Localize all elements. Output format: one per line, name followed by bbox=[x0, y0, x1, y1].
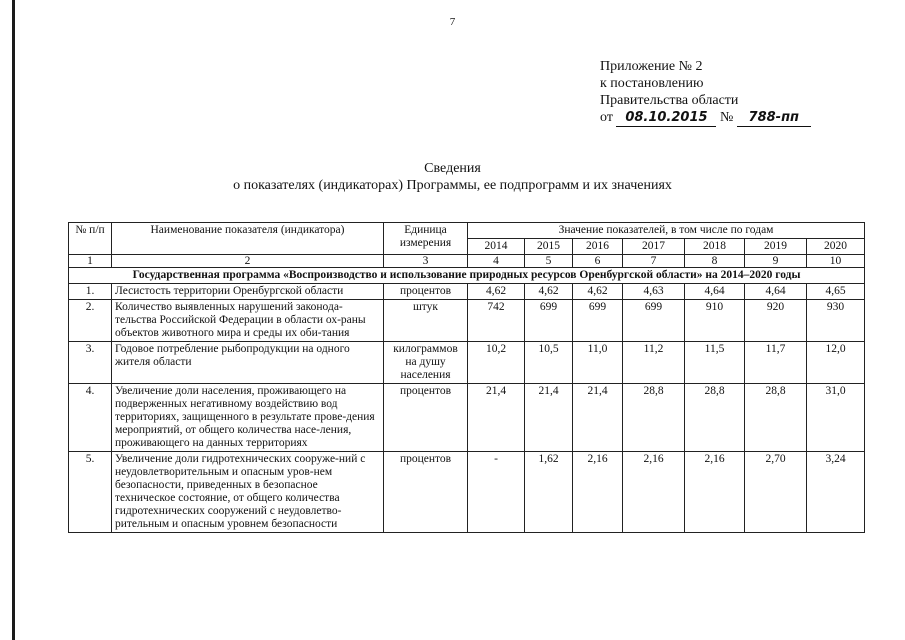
row-value: 31,0 bbox=[807, 384, 865, 452]
row-value: 11,0 bbox=[573, 342, 623, 384]
header-year: 2019 bbox=[745, 239, 807, 255]
row-value: 920 bbox=[745, 300, 807, 342]
row-value: 10,5 bbox=[525, 342, 573, 384]
column-number: 2 bbox=[112, 255, 384, 268]
column-number: 7 bbox=[623, 255, 685, 268]
row-value: 699 bbox=[573, 300, 623, 342]
row-value: 1,62 bbox=[525, 452, 573, 533]
row-num: 4. bbox=[69, 384, 112, 452]
column-number: 9 bbox=[745, 255, 807, 268]
row-value: 21,4 bbox=[525, 384, 573, 452]
header-values-group: Значение показателей, в том числе по годам bbox=[468, 223, 865, 239]
row-unit: процентов bbox=[384, 384, 468, 452]
appendix-date-line bbox=[600, 109, 811, 127]
column-number: 5 bbox=[525, 255, 573, 268]
title-line-1: Сведения bbox=[424, 161, 481, 176]
table-row bbox=[69, 300, 865, 342]
row-value: 4,62 bbox=[573, 284, 623, 300]
column-number: 8 bbox=[685, 255, 745, 268]
row-value: 930 bbox=[807, 300, 865, 342]
row-value: 10,2 bbox=[468, 342, 525, 384]
header-unit: Единица измерения bbox=[384, 223, 468, 255]
header-year: 2020 bbox=[807, 239, 865, 255]
column-number: 10 bbox=[807, 255, 865, 268]
header-num: № п/п bbox=[69, 223, 112, 255]
header-year: 2017 bbox=[623, 239, 685, 255]
row-value: 12,0 bbox=[807, 342, 865, 384]
row-value: 11,2 bbox=[623, 342, 685, 384]
row-value: 4,64 bbox=[685, 284, 745, 300]
header-year: 2015 bbox=[525, 239, 573, 255]
table-row bbox=[69, 284, 865, 300]
appendix-line-1: Приложение № 2 bbox=[600, 59, 703, 74]
table-row bbox=[69, 384, 865, 452]
row-value: 2,16 bbox=[623, 452, 685, 533]
column-number: 6 bbox=[573, 255, 623, 268]
row-value: 28,8 bbox=[623, 384, 685, 452]
row-value: 4,63 bbox=[623, 284, 685, 300]
row-num: 3. bbox=[69, 342, 112, 384]
appendix-line-3: Правительства области bbox=[600, 93, 739, 108]
header-year: 2014 bbox=[468, 239, 525, 255]
row-value: 4,62 bbox=[468, 284, 525, 300]
column-number-row bbox=[69, 255, 865, 268]
row-num: 5. bbox=[69, 452, 112, 533]
appendix-line-2: к постановлению bbox=[600, 76, 704, 91]
row-value: 4,62 bbox=[525, 284, 573, 300]
row-value: 699 bbox=[623, 300, 685, 342]
row-value: 28,8 bbox=[745, 384, 807, 452]
row-name: Лесистость территории Оренбургской области bbox=[112, 284, 384, 300]
row-name: Увеличение доли гидротехнических сооруже-ний с неудовлетворительным и опасным уров-нем безопасности, приведенных в безопасное техническое состояние, от общего количества гидротехнических сооружений с неудовлетво-рительным и опасным уровнем безопасности bbox=[112, 452, 384, 533]
row-name: Увеличение доли населения, проживающего на подверженных негативному воздействию вод территориях, защищенного в результате прове-дения мероприятий, от общего количества насе-ления, проживающего на данных территориях bbox=[112, 384, 384, 452]
row-value: 4,64 bbox=[745, 284, 807, 300]
row-value: 2,16 bbox=[573, 452, 623, 533]
appendix-block bbox=[600, 58, 811, 127]
row-value: 2,16 bbox=[685, 452, 745, 533]
binding-edge-line bbox=[12, 0, 15, 640]
row-value: 3,24 bbox=[807, 452, 865, 533]
column-number: 1 bbox=[69, 255, 112, 268]
section-row bbox=[69, 268, 865, 284]
indicators-table bbox=[68, 222, 865, 533]
page-number: 7 bbox=[449, 16, 456, 28]
section-title: Государственная программа «Воспроизводство и использование природных ресурсов Оренбургской области» на 2014–2020 годы bbox=[69, 268, 865, 284]
row-value: 11,7 bbox=[745, 342, 807, 384]
row-num: 2. bbox=[69, 300, 112, 342]
header-year: 2018 bbox=[685, 239, 745, 255]
row-value: 4,65 bbox=[807, 284, 865, 300]
row-name: Годовое потребление рыбопродукции на одного жителя области bbox=[112, 342, 384, 384]
date-prefix: от bbox=[600, 110, 613, 125]
number-sign: № bbox=[719, 110, 734, 125]
title-line-2: о показателях (индикаторах) Программы, ее подпрограмм и их значениях bbox=[233, 178, 672, 193]
row-unit: килограммов на душу населения bbox=[384, 342, 468, 384]
row-name: Количество выявленных нарушений законода-тельства Российской Федерации в области ох-раны объектов животного мира и среды их оби-тания bbox=[112, 300, 384, 342]
row-unit: штук bbox=[384, 300, 468, 342]
row-value: 11,5 bbox=[685, 342, 745, 384]
header-name: Наименование показателя (индикатора) bbox=[112, 223, 384, 255]
row-value: 21,4 bbox=[573, 384, 623, 452]
row-unit: процентов bbox=[384, 452, 468, 533]
table-row bbox=[69, 342, 865, 384]
document-title bbox=[0, 160, 905, 194]
header-year: 2016 bbox=[573, 239, 623, 255]
header-row-1 bbox=[69, 223, 865, 239]
row-value: 699 bbox=[525, 300, 573, 342]
column-number: 3 bbox=[384, 255, 468, 268]
row-value: 2,70 bbox=[745, 452, 807, 533]
column-number: 4 bbox=[468, 255, 525, 268]
row-value: 742 bbox=[468, 300, 525, 342]
row-unit: процентов bbox=[384, 284, 468, 300]
row-value: 910 bbox=[685, 300, 745, 342]
row-value: 21,4 bbox=[468, 384, 525, 452]
row-value: 28,8 bbox=[685, 384, 745, 452]
row-value: - bbox=[468, 452, 525, 533]
row-num: 1. bbox=[69, 284, 112, 300]
handwritten-number: 788-пп bbox=[737, 109, 811, 127]
handwritten-date: 08.10.2015 bbox=[616, 109, 716, 127]
table-row bbox=[69, 452, 865, 533]
